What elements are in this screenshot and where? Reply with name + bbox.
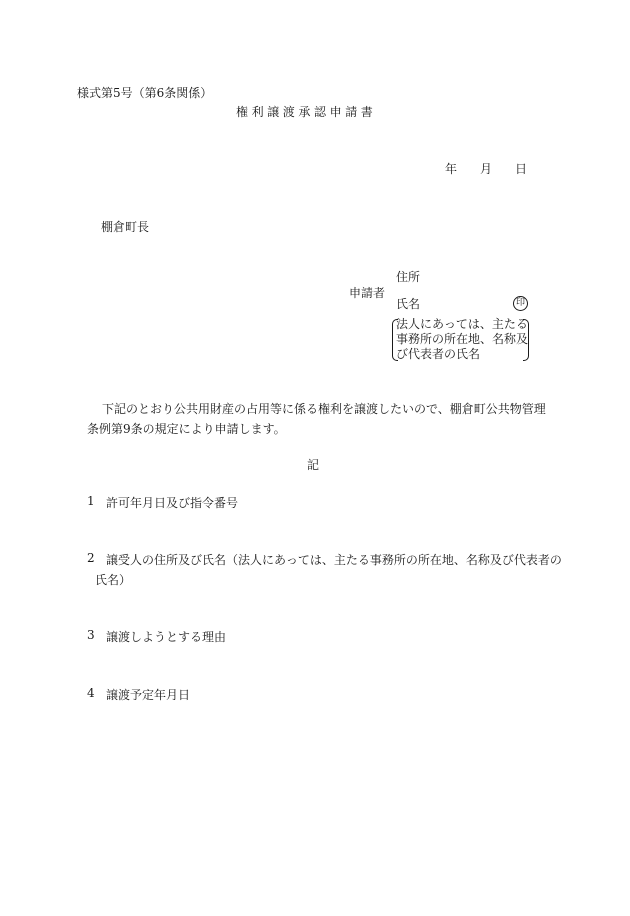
item-number: 1	[87, 494, 95, 508]
corporate-note	[392, 317, 529, 362]
date-year-label: 年	[445, 162, 458, 176]
item-number: 4	[87, 686, 95, 700]
name-label: 氏名	[396, 297, 421, 311]
item-text: 譲受人の住所及び氏名（法人にあっては、主たる事務所の所在地、名称及び代表者の	[106, 553, 562, 567]
corporate-note-line: び代表者の氏名	[396, 347, 481, 361]
item-text: 譲渡しようとする理由	[106, 630, 227, 644]
addressee: 棚倉町長	[101, 220, 150, 234]
item-text-block	[95, 550, 562, 590]
address-label: 住所	[396, 270, 421, 284]
item-text: 譲渡予定年月日	[106, 688, 191, 702]
date-line	[0, 161, 630, 177]
applicant-label: 申請者	[349, 286, 386, 300]
seal-mark: 印	[513, 296, 528, 311]
corporate-note-line: 法人にあっては、主たる	[396, 317, 528, 331]
item-number: 2	[87, 551, 95, 565]
item-number: 3	[87, 628, 95, 642]
document-title: 権利譲渡承認申請書	[236, 105, 377, 119]
date-month-label: 月	[480, 162, 493, 176]
corporate-note-line: 事務所の所在地、名称及	[396, 332, 529, 346]
date-day-label: 日	[515, 162, 528, 176]
form-label: 様式第5号（第6条関係）	[77, 86, 213, 100]
ki-heading: 記	[307, 458, 320, 472]
application-body: 下記のとおり公共用財産の占用等に係る権利を譲渡したいので、棚倉町公共物管理条例第9条の規定により申請します。	[87, 402, 546, 436]
item-text: 許可年月日及び指令番号	[106, 496, 239, 510]
item-text-continuation: 氏名）	[95, 573, 132, 587]
